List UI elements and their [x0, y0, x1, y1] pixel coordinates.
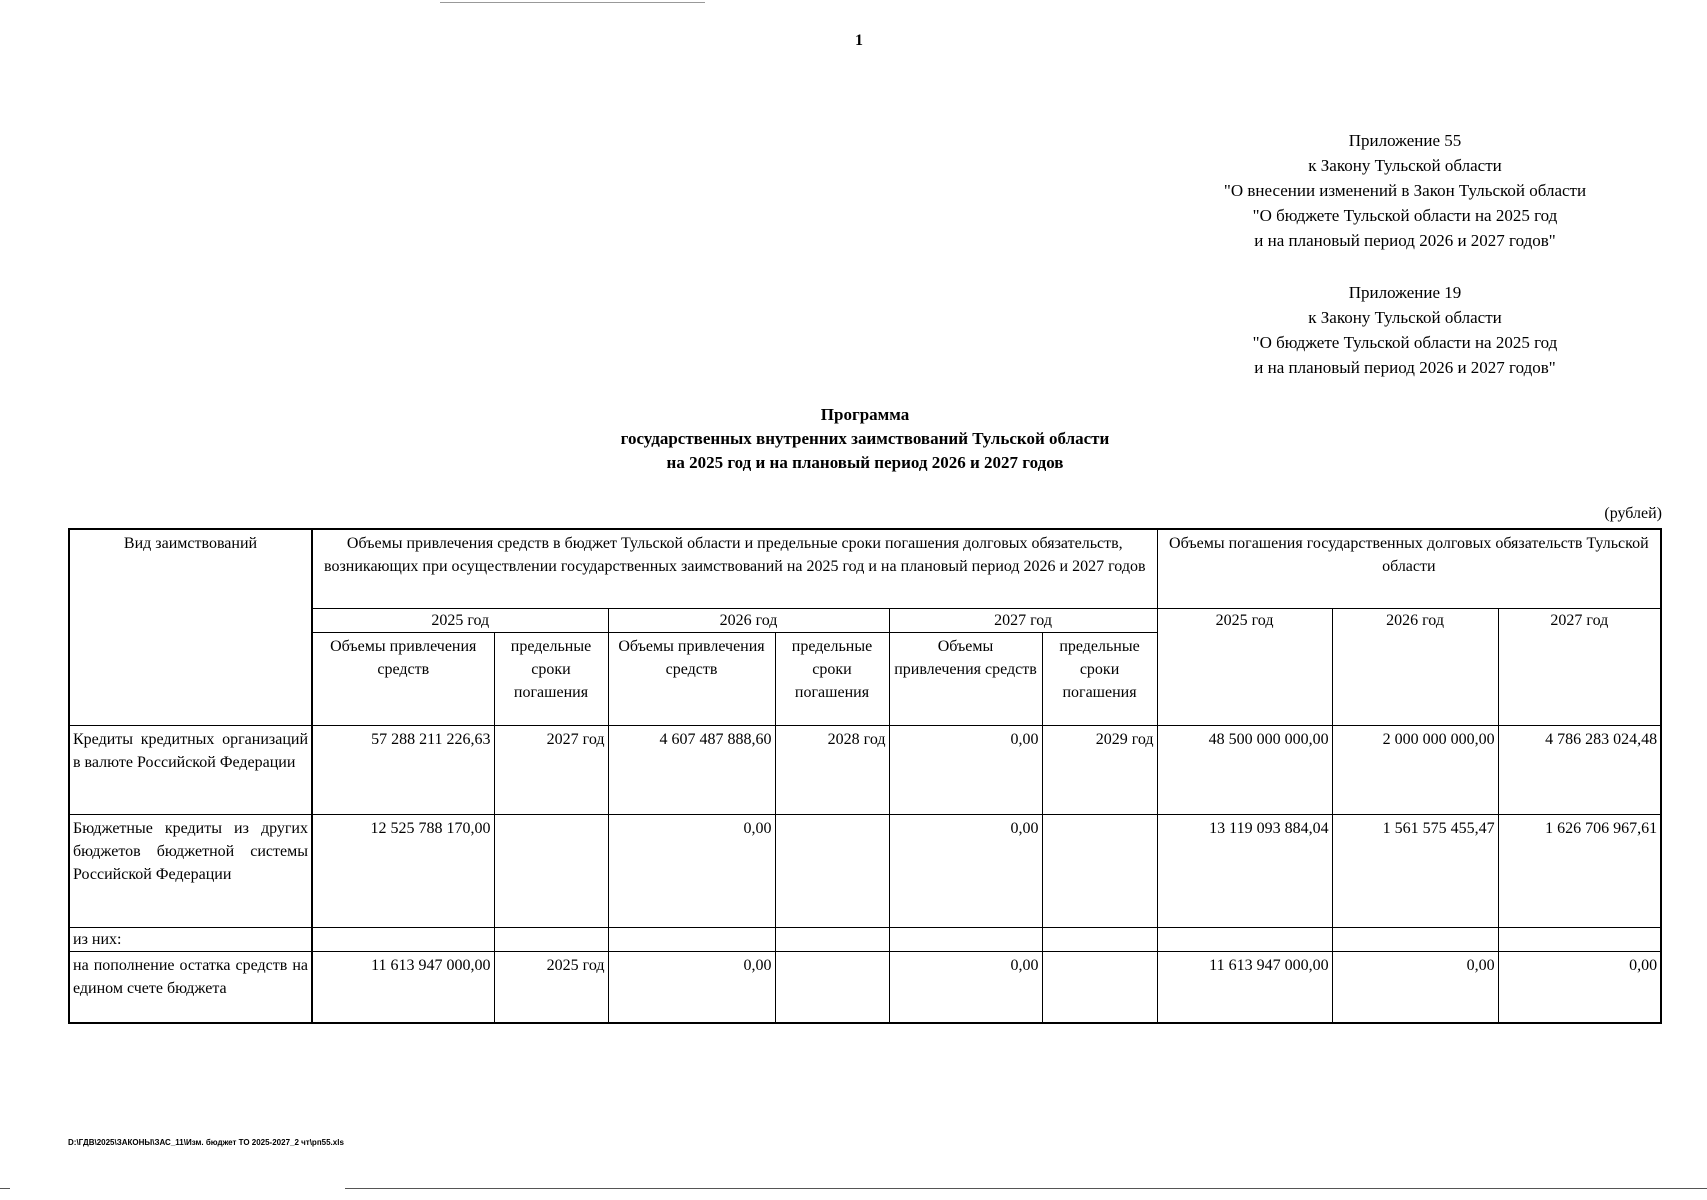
header-volume-2026: Объемы привлечения средств [608, 633, 775, 726]
attraction-2025: 12 525 788 170,00 [312, 815, 494, 928]
attraction-2026: 4 607 487 888,60 [608, 726, 775, 815]
attraction-2027: 0,00 [889, 952, 1042, 1024]
title-line: государственных внутренних заимствований Тульской области [620, 429, 1110, 448]
attraction-2026: 0,00 [608, 952, 775, 1024]
term-2025 [494, 815, 608, 928]
header-year-2025: 2025 год [312, 609, 608, 633]
appendix-55-line: Приложение 55 [1348, 131, 1462, 150]
repayment-2027: 1 626 706 967,61 [1498, 815, 1661, 928]
header-volume-2027: Объемы привлечения средств [889, 633, 1042, 726]
appendix-55-line: к Закону Тульской области [1308, 156, 1502, 175]
table-row [69, 815, 1661, 928]
appendix-19-header [1165, 280, 1645, 380]
term-2025: 2025 год [494, 952, 608, 1024]
appendix-55-header [1165, 128, 1645, 253]
term-2026 [775, 952, 889, 1024]
borrowing-program-table [68, 528, 1662, 1024]
header-term-2026: предельные сроки погашения [775, 633, 889, 726]
scan-artifact-line [345, 1188, 1707, 1189]
repayment-2025: 11 613 947 000,00 [1157, 952, 1332, 1024]
scan-artifact-dash [0, 1188, 10, 1189]
title-line: на 2025 год и на плановый период 2026 и 2027 годов [666, 453, 1064, 472]
repayment-2026: 0,00 [1332, 952, 1498, 1024]
attraction-2026: 0,00 [608, 815, 775, 928]
term-2027 [1042, 815, 1157, 928]
table-row [69, 726, 1661, 815]
repayment-2027: 0,00 [1498, 952, 1661, 1024]
term-2025: 2027 год [494, 726, 608, 815]
table-row [69, 952, 1661, 1024]
repayment-2026: 2 000 000 000,00 [1332, 726, 1498, 815]
term-2026: 2028 год [775, 726, 889, 815]
term-2026 [775, 815, 889, 928]
row-label: на пополнение остатка средств на едином счете бюджета [69, 952, 312, 1024]
header-repay-2025: 2025 год [1157, 609, 1332, 726]
appendix-19-line: и на плановый период 2026 и 2027 годов" [1254, 358, 1556, 377]
header-repay-2027: 2027 год [1498, 609, 1661, 726]
repayment-2027: 4 786 283 024,48 [1498, 726, 1661, 815]
header-volume-2025: Объемы привлечения средств [312, 633, 494, 726]
document-title [520, 403, 1210, 475]
repayment-2025: 48 500 000 000,00 [1157, 726, 1332, 815]
header-year-2027: 2027 год [889, 609, 1157, 633]
term-2027 [1042, 952, 1157, 1024]
header-term-2027: предельные сроки погашения [1042, 633, 1157, 726]
units-label: (рублей) [1604, 505, 1662, 522]
table-row [69, 928, 1661, 952]
row-label: Кредиты кредитных организаций в валюте Российской Федерации [69, 726, 312, 815]
attraction-2027: 0,00 [889, 815, 1042, 928]
attraction-2025: 11 613 947 000,00 [312, 952, 494, 1024]
header-attraction-volumes: Объемы привлечения средств в бюджет Тульской области и предельные сроки погашения долговых обязательств, возникающих при осуществлении государственных заимствований на 2025 год и на плановый период 2026 и 2027 годов [312, 529, 1157, 609]
header-repayment-volumes: Объемы погашения государственных долговых обязательств Тульской области [1157, 529, 1661, 609]
appendix-19-line: к Закону Тульской области [1308, 308, 1502, 327]
appendix-55-line: и на плановый период 2026 и 2027 годов" [1254, 231, 1556, 250]
appendix-19-line: "О бюджете Тульской области на 2025 год [1252, 333, 1558, 352]
header-term-2025: предельные сроки погашения [494, 633, 608, 726]
header-repay-2026: 2026 год [1332, 609, 1498, 726]
row-label: из них: [69, 928, 312, 952]
scan-artifact-line [440, 2, 705, 3]
appendix-55-line: "О бюджете Тульской области на 2025 год [1252, 206, 1558, 225]
attraction-2025: 57 288 211 226,63 [312, 726, 494, 815]
row-label: Бюджетные кредиты из других бюджетов бюджетной системы Российской Федерации [69, 815, 312, 928]
attraction-2027: 0,00 [889, 726, 1042, 815]
page-number: 1 [855, 32, 863, 49]
header-borrowing-type: Вид заимствований [69, 529, 312, 726]
appendix-55-line: "О внесении изменений в Закон Тульской области [1223, 181, 1587, 200]
appendix-19-line: Приложение 19 [1348, 283, 1462, 302]
title-line: Программа [820, 405, 910, 424]
header-year-2026: 2026 год [608, 609, 889, 633]
repayment-2026: 1 561 575 455,47 [1332, 815, 1498, 928]
term-2027: 2029 год [1042, 726, 1157, 815]
repayment-2025: 13 119 093 884,04 [1157, 815, 1332, 928]
footer-file-path: D:\ГДВ\2025\ЗАКОНЫ\ЗАС_11\Изм. бюджет ТО 2025-2027_2 чт\рп55.xls [68, 1138, 344, 1147]
